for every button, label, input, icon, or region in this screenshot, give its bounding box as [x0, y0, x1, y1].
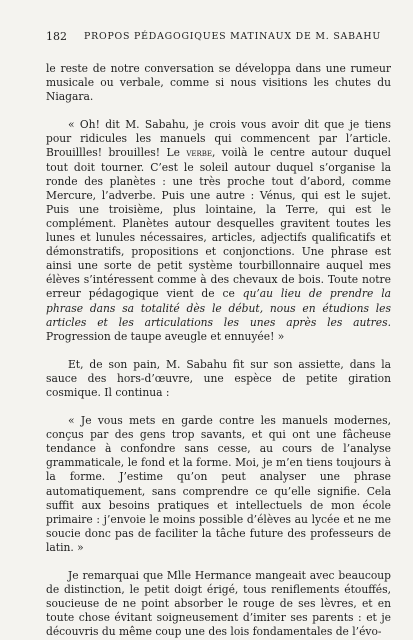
paragraph-2-verbe: verbe [186, 146, 213, 160]
page-body [46, 62, 391, 639]
paragraph-5: Je remarquai que Mlle Hermance mangeait avec beaucoup de distinction, le petit doigt érigé, tous reniflements étouffés, soucieuse de ne point absorber le rouge de ses lèvres, et en toute chose évitant soigneusement d’imiter ses parents : et je découvris du même coup une des lois fondamentales de l’évo- [46, 569, 391, 639]
paragraph-2-text-b: , voilà le centre autour duquel tout doit tourner. C’est le soleil autour duquel s’organise la ronde des planètes : une très proche tout d’abord, comme Mercure, l’adverbe. Puis une autre : Vénus, qui est le sujet. Puis une troisième, plus lointaine, la Terre, qui est le complément. Planètes autour desquelles gravitent toutes les lunes et lunules nécessaires, articles, adjectifs qualificatifs et démonstratifs, propositions et conjonctions. Une phrase est ainsi une sorte de petit système tourbillonnaire auquel mes élèves s’intéressent comme à des chevaux de bois. Toute notre erreur pédagogique vient de ce [46, 146, 391, 301]
paragraph-2-text-c: Progression de taupe aveugle et ennuyée! » [46, 329, 285, 343]
paragraph-2-text-a: « Oh! dit M. Sabahu, je crois vous avoir dit que je tiens pour ridicules les manuels qui commencent par l’article. Brouillles! brouilles! Le [46, 118, 391, 160]
paragraph-2-italic: qu’au lieu de prendre la phrase dans sa totalité dès le début, nous en étudions les articles et les articulations les unes après les autres. [46, 287, 392, 329]
paragraph-4: « Je vous mets en garde contre les manuels modernes, conçus par des gens trop savants, et qui ont une fâcheuse tendance à confondre sans cesse, au cours de l’analyse grammaticale, le fond et la forme. Moi, je m’en tiens toujours à la forme. J’estime qu’on peut analyser une phrase automatiquement, sans comprendre ce qu’elle signifie. Cela suffit aux besoins pratiques et intellectuels de mon école primaire : j’envoie le moins possible d’élèves au lycée et ne me soucie donc pas de faciliter la tâche future des professeurs de latin. » [46, 414, 391, 554]
paragraph-2 [46, 118, 391, 344]
paragraph-1: le reste de notre conversation se développa dans une rumeur musicale ou verbale, comme si nous visitions les chutes du Niagara. [46, 62, 391, 104]
page-number: 182 [46, 30, 67, 43]
page-header [46, 30, 391, 46]
running-title: PROPOS PÉDAGOGIQUES MATINAUX DE M. SABAHU [84, 31, 382, 42]
paragraph-3: Et, de son pain, M. Sabahu fit sur son assiette, dans la sauce des hors-d’œuvre, une espèce de petite giration cosmique. Il continua : [46, 357, 391, 399]
